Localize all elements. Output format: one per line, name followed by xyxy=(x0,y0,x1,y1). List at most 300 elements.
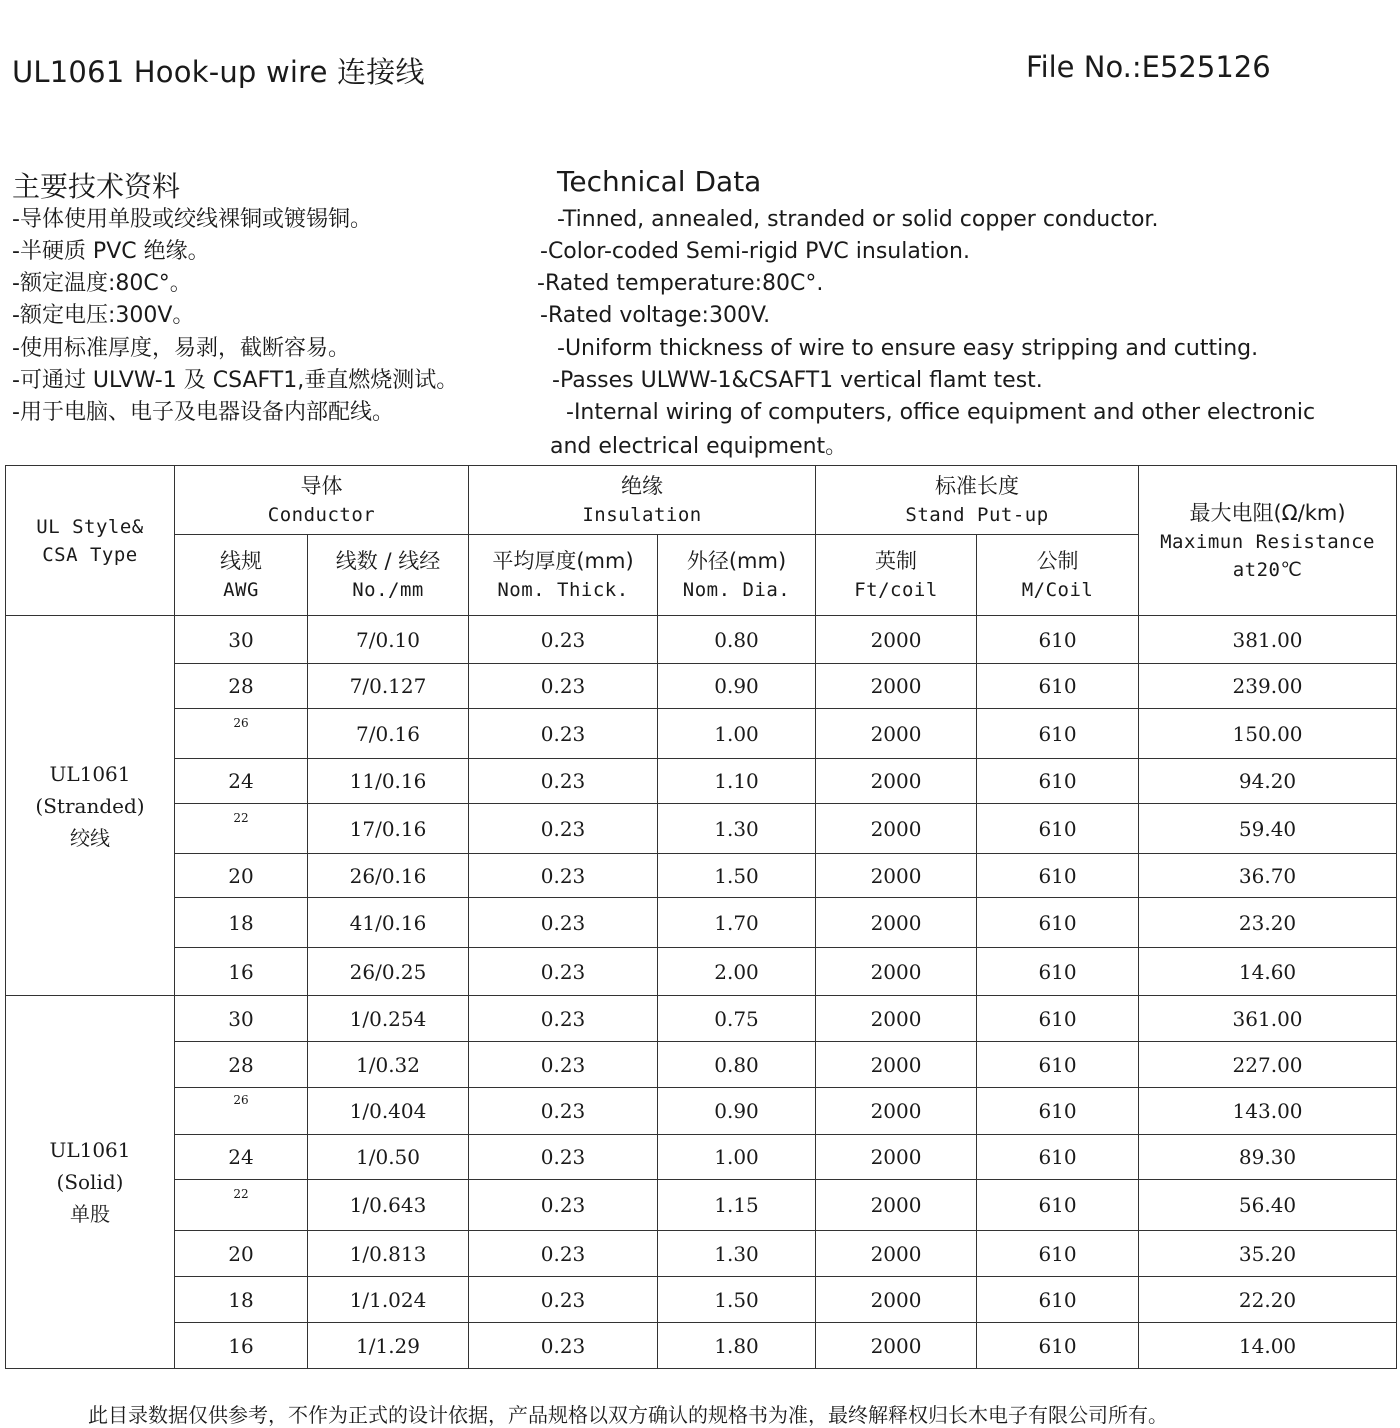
diameter-cell-value: 2.00 xyxy=(714,959,759,984)
m-coil-cell-value: 610 xyxy=(1038,910,1077,935)
awg-cell xyxy=(175,1231,308,1277)
diameter-cell-value: 1.10 xyxy=(714,769,759,793)
ft-coil-cell-value: 2000 xyxy=(870,1333,922,1358)
resistance-cell xyxy=(1139,1180,1397,1231)
awg-cell xyxy=(175,804,308,854)
strand-cell xyxy=(308,664,469,709)
strand-cell-value: 41/0.16 xyxy=(349,910,427,935)
diameter-cell-value: 1.30 xyxy=(714,1241,759,1266)
awg-cell-value: 18 xyxy=(228,910,254,935)
m-coil-cell-value: 610 xyxy=(1038,721,1077,746)
table-row xyxy=(6,1088,1397,1135)
style-type-header xyxy=(6,466,175,616)
awg-cell xyxy=(175,1323,308,1369)
awg-cell-value: 16 xyxy=(228,1333,254,1358)
table-row xyxy=(6,996,1397,1042)
awg-cell xyxy=(175,1135,308,1180)
style-header-line2: CSA Type xyxy=(42,543,138,566)
thickness-cell-value: 0.23 xyxy=(540,910,586,935)
resistance-cell-value: 227.00 xyxy=(1232,1052,1303,1077)
resistance-cell-value: 36.70 xyxy=(1238,863,1297,888)
strand-cell xyxy=(308,948,469,996)
conductor-header-cn: 导体 xyxy=(300,474,343,498)
thickness-cell xyxy=(469,948,658,996)
tech-en-line: -Internal wiring of computers, office equipment and other electronic xyxy=(566,400,1316,425)
m-coil-cell-value: 610 xyxy=(1038,769,1077,793)
resistance-cell xyxy=(1139,1042,1397,1088)
thickness-cell xyxy=(469,1277,658,1323)
awg-cell-value: 28 xyxy=(228,674,254,698)
awg-cell-value: 30 xyxy=(228,1006,254,1031)
diameter-cell xyxy=(658,1231,816,1277)
page-title: UL1061 Hook-up wire 连接线 xyxy=(12,55,425,89)
diameter-cell xyxy=(658,1180,816,1231)
m-coil-cell xyxy=(977,1323,1139,1369)
awg-header-cn: 线规 xyxy=(220,549,262,573)
awg-cell-value: 28 xyxy=(228,1052,254,1077)
thickness-cell xyxy=(469,1231,658,1277)
standard-length-header-en: Stand Put-up xyxy=(905,504,1049,526)
m-coil-cell xyxy=(977,1180,1139,1231)
ft-coil-cell xyxy=(816,1135,977,1180)
diameter-cell xyxy=(658,1323,816,1369)
ft-coil-cell xyxy=(816,948,977,996)
strand-cell-value: 1/1.29 xyxy=(356,1333,420,1358)
resistance-cell-value: 56.40 xyxy=(1238,1193,1297,1217)
awg-cell-value: 26 xyxy=(233,715,249,730)
max-resistance-header-temp: at20℃ xyxy=(1232,558,1303,581)
strand-cell xyxy=(308,1042,469,1088)
strand-cell xyxy=(308,1231,469,1277)
resistance-cell-value: 35.20 xyxy=(1238,1241,1297,1266)
insulation-header-cn: 绝缘 xyxy=(621,474,664,498)
resistance-cell xyxy=(1139,996,1397,1042)
thickness-cell-value: 0.23 xyxy=(540,1099,586,1123)
spec-table-body xyxy=(6,616,1397,1369)
ft-coil-cell xyxy=(816,759,977,804)
ft-coil-cell-value: 2000 xyxy=(870,1099,922,1123)
standard-length-header xyxy=(816,466,1139,535)
ft-coil-header-cn: 英制 xyxy=(875,549,918,573)
resistance-cell xyxy=(1139,948,1397,996)
tech-en-line: -Rated temperature:80C°. xyxy=(537,271,824,296)
table-row xyxy=(6,759,1397,804)
ft-coil-cell-value: 2000 xyxy=(870,674,922,698)
tech-en-line: -Tinned, annealed, stranded or solid copper conductor. xyxy=(557,207,1159,232)
strand-cell-value: 1/0.32 xyxy=(356,1052,420,1077)
resistance-cell xyxy=(1139,804,1397,854)
style-header-line1: UL Style& xyxy=(36,515,144,538)
awg-cell-value: 24 xyxy=(228,769,254,793)
m-coil-cell xyxy=(977,664,1139,709)
resistance-cell xyxy=(1139,1323,1397,1369)
awg-cell-value: 24 xyxy=(228,1145,254,1169)
table-row xyxy=(6,1180,1397,1231)
diameter-cell-value: 1.50 xyxy=(714,863,759,888)
thickness-cell-value: 0.23 xyxy=(540,1241,586,1266)
awg-cell xyxy=(175,664,308,709)
diameter-cell xyxy=(658,616,816,664)
thickness-cell-value: 0.23 xyxy=(540,1333,586,1358)
table-row xyxy=(6,616,1397,664)
tech-cn-line: -用于电脑、电子及电器设备内部配线。 xyxy=(12,400,394,425)
awg-cell xyxy=(175,1180,308,1231)
diameter-cell xyxy=(658,948,816,996)
ft-coil-cell xyxy=(816,996,977,1042)
table-row xyxy=(6,1323,1397,1369)
strand-cell-value: 1/0.404 xyxy=(349,1099,427,1123)
awg-cell-value: 26 xyxy=(233,1093,249,1107)
strand-cell-value: 26/0.25 xyxy=(349,959,427,984)
diameter-cell xyxy=(658,898,816,948)
strand-cell-value: 11/0.16 xyxy=(349,769,427,793)
diameter-cell-value: 0.80 xyxy=(714,627,759,652)
tech-heading-cn: 主要技术资料 xyxy=(12,170,181,203)
file-number: File No.:E525126 xyxy=(1026,50,1271,84)
m-coil-cell xyxy=(977,948,1139,996)
ft-coil-cell-value: 2000 xyxy=(870,769,922,793)
ft-coil-cell-value: 2000 xyxy=(870,1193,922,1217)
resistance-cell xyxy=(1139,709,1397,759)
diameter-cell-value: 0.80 xyxy=(714,1052,759,1077)
tech-en-line: -Rated voltage:300V. xyxy=(540,303,771,328)
ft-coil-cell xyxy=(816,804,977,854)
group-label-line: UL1061 xyxy=(49,1138,131,1162)
diameter-cell-value: 1.00 xyxy=(714,1145,759,1169)
m-coil-cell xyxy=(977,1088,1139,1135)
thickness-cell-value: 0.23 xyxy=(540,816,586,841)
thickness-cell xyxy=(469,709,658,759)
thickness-header xyxy=(469,535,658,616)
strand-cell xyxy=(308,1135,469,1180)
strand-cell-value: 7/0.127 xyxy=(349,674,427,698)
thickness-cell xyxy=(469,804,658,854)
m-coil-cell-value: 610 xyxy=(1038,1099,1077,1123)
m-coil-cell-value: 610 xyxy=(1038,1333,1077,1358)
thickness-cell xyxy=(469,996,658,1042)
m-coil-cell-value: 610 xyxy=(1038,674,1077,698)
diameter-cell-value: 1.30 xyxy=(714,816,759,841)
strand-cell xyxy=(308,709,469,759)
awg-cell xyxy=(175,759,308,804)
awg-cell xyxy=(175,616,308,664)
group-label-line: 单股 xyxy=(70,1202,110,1226)
ft-coil-header xyxy=(816,535,977,616)
ft-coil-cell-value: 2000 xyxy=(870,1145,922,1169)
diameter-cell xyxy=(658,1088,816,1135)
m-coil-cell xyxy=(977,898,1139,948)
awg-cell xyxy=(175,1088,308,1135)
strand-cell xyxy=(308,854,469,898)
diameter-cell xyxy=(658,709,816,759)
diameter-cell xyxy=(658,1042,816,1088)
m-coil-cell xyxy=(977,616,1139,664)
diameter-cell-value: 1.15 xyxy=(714,1193,759,1217)
tech-en-line: -Passes ULWW-1&CSAFT1 vertical flamt test. xyxy=(552,368,1043,393)
resistance-cell-value: 150.00 xyxy=(1232,721,1303,746)
awg-header xyxy=(175,535,308,616)
m-coil-cell-value: 610 xyxy=(1038,1052,1077,1077)
tech-en-line: and electrical equipment。 xyxy=(550,434,848,459)
strand-cell xyxy=(308,1277,469,1323)
ft-coil-cell-value: 2000 xyxy=(870,1052,922,1077)
ft-coil-cell-value: 2000 xyxy=(870,1241,922,1266)
insulation-header-en: Insulation xyxy=(582,504,702,526)
awg-cell-value: 30 xyxy=(228,627,254,652)
ft-coil-cell-value: 2000 xyxy=(870,1006,922,1031)
ft-coil-cell-value: 2000 xyxy=(870,627,922,652)
resistance-cell xyxy=(1139,854,1397,898)
tech-cn-line: -可通过 ULVW-1 及 CSAFT1,垂直燃烧测试。 xyxy=(12,368,459,393)
resistance-cell xyxy=(1139,616,1397,664)
table-row xyxy=(6,664,1397,709)
m-coil-cell xyxy=(977,854,1139,898)
thickness-cell-value: 0.23 xyxy=(540,1287,586,1312)
ft-coil-cell xyxy=(816,616,977,664)
spec-table xyxy=(5,465,1397,1369)
thickness-cell-value: 0.23 xyxy=(540,1052,586,1077)
conductor-header xyxy=(175,466,469,535)
resistance-cell-value: 22.20 xyxy=(1238,1287,1297,1312)
resistance-cell-value: 14.60 xyxy=(1238,959,1297,984)
diameter-cell-value: 1.80 xyxy=(714,1333,759,1358)
m-coil-cell-value: 610 xyxy=(1038,1241,1077,1266)
tech-cn-line: -额定温度:80C°。 xyxy=(12,271,192,296)
group-label xyxy=(6,996,175,1369)
tech-heading-en: Technical Data xyxy=(557,165,762,198)
strand-cell-value: 7/0.10 xyxy=(356,627,420,652)
awg-cell-value: 22 xyxy=(233,1187,249,1201)
m-coil-cell xyxy=(977,1042,1139,1088)
ft-coil-cell xyxy=(816,709,977,759)
footer-disclaimer: 此目录数据仅供参考，不作为正式的设计依据，产品规格以双方确认的规格书为准，最终解释权归长木电子有限公司所有。 xyxy=(88,1403,1168,1427)
resistance-cell-value: 143.00 xyxy=(1232,1099,1303,1123)
ft-coil-cell xyxy=(816,1231,977,1277)
thickness-cell xyxy=(469,1323,658,1369)
diameter-header-en: Nom. Dia. xyxy=(682,579,791,601)
strand-cell xyxy=(308,804,469,854)
m-coil-cell xyxy=(977,1231,1139,1277)
diameter-cell-value: 1.00 xyxy=(714,721,759,746)
thickness-header-cn: 平均厚度(mm) xyxy=(492,549,634,573)
table-row xyxy=(6,854,1397,898)
m-coil-cell-value: 610 xyxy=(1038,1287,1077,1312)
diameter-cell xyxy=(658,759,816,804)
thickness-cell xyxy=(469,1088,658,1135)
ft-coil-cell xyxy=(816,1277,977,1323)
strand-cell-value: 7/0.16 xyxy=(356,721,420,746)
resistance-cell xyxy=(1139,664,1397,709)
diameter-cell xyxy=(658,996,816,1042)
ft-coil-cell xyxy=(816,1042,977,1088)
awg-cell xyxy=(175,854,308,898)
diameter-cell-value: 1.70 xyxy=(714,910,759,935)
thickness-cell xyxy=(469,1135,658,1180)
thickness-cell xyxy=(469,1180,658,1231)
ft-coil-cell-value: 2000 xyxy=(870,910,922,935)
diameter-cell xyxy=(658,804,816,854)
tech-cn-line: -使用标准厚度，易剥，截断容易。 xyxy=(12,336,350,361)
ft-coil-cell xyxy=(816,1088,977,1135)
strand-cell-value: 1/0.643 xyxy=(349,1193,427,1217)
resistance-cell-value: 59.40 xyxy=(1238,816,1297,841)
m-coil-cell-value: 610 xyxy=(1038,816,1077,841)
diameter-cell xyxy=(658,854,816,898)
awg-cell xyxy=(175,948,308,996)
diameter-cell xyxy=(658,1277,816,1323)
m-coil-cell xyxy=(977,804,1139,854)
resistance-cell-value: 239.00 xyxy=(1232,674,1303,698)
thickness-cell xyxy=(469,616,658,664)
resistance-cell xyxy=(1139,898,1397,948)
ft-coil-cell-value: 2000 xyxy=(870,816,922,841)
thickness-cell xyxy=(469,898,658,948)
max-resistance-header-en: Maximun Resistance xyxy=(1160,530,1375,553)
group-label-line: 绞线 xyxy=(70,825,110,850)
m-coil-cell xyxy=(977,759,1139,804)
m-coil-cell-value: 610 xyxy=(1038,627,1077,652)
group-label-line: (Stranded) xyxy=(35,793,145,818)
strand-cell-value: 1/0.254 xyxy=(349,1006,427,1031)
awg-cell-value: 20 xyxy=(228,863,254,888)
diameter-cell-value: 0.90 xyxy=(714,1099,759,1123)
strand-cell-value: 26/0.16 xyxy=(349,863,427,888)
table-row xyxy=(6,898,1397,948)
resistance-cell-value: 23.20 xyxy=(1238,910,1297,935)
tech-cn-line: -半硬质 PVC 绝缘。 xyxy=(12,239,210,264)
resistance-cell xyxy=(1139,1135,1397,1180)
thickness-cell-value: 0.23 xyxy=(540,959,586,984)
tech-cn-line: -额定电压:300V。 xyxy=(12,303,195,328)
conductor-header-en: Conductor xyxy=(267,504,376,526)
strand-cell xyxy=(308,898,469,948)
strand-cell-value: 1/0.50 xyxy=(356,1145,420,1169)
strand-header-en: No./mm xyxy=(352,579,424,601)
awg-cell xyxy=(175,898,308,948)
strand-cell xyxy=(308,616,469,664)
m-coil-cell xyxy=(977,1277,1139,1323)
diameter-cell-value: 1.50 xyxy=(714,1287,759,1312)
ft-coil-cell-value: 2000 xyxy=(870,863,922,888)
thickness-cell-value: 0.23 xyxy=(540,863,586,888)
resistance-cell-value: 94.20 xyxy=(1238,769,1297,793)
table-row xyxy=(6,709,1397,759)
strand-cell-value: 17/0.16 xyxy=(349,816,427,841)
thickness-cell-value: 0.23 xyxy=(540,1006,586,1031)
resistance-cell xyxy=(1139,1231,1397,1277)
diameter-cell-value: 0.90 xyxy=(714,674,759,698)
m-coil-cell xyxy=(977,1135,1139,1180)
strand-header xyxy=(308,535,469,616)
strand-header-cn: 线数 / 线经 xyxy=(335,549,441,573)
thickness-header-en: Nom. Thick. xyxy=(497,579,629,601)
thickness-cell xyxy=(469,1042,658,1088)
diameter-cell xyxy=(658,1135,816,1180)
awg-cell-value: 16 xyxy=(228,959,254,984)
ft-coil-cell xyxy=(816,898,977,948)
ft-coil-header-en: Ft/coil xyxy=(854,579,938,601)
m-coil-cell-value: 610 xyxy=(1038,1145,1077,1169)
ft-coil-cell xyxy=(816,1180,977,1231)
thickness-cell-value: 0.23 xyxy=(540,1145,586,1169)
standard-length-header-cn: 标准长度 xyxy=(935,474,1020,498)
thickness-cell-value: 0.23 xyxy=(540,769,586,793)
awg-cell-value: 20 xyxy=(228,1241,254,1266)
tech-en-line: -Color-coded Semi-rigid PVC insulation. xyxy=(540,239,970,264)
resistance-cell-value: 89.30 xyxy=(1238,1145,1297,1169)
table-row xyxy=(6,1231,1397,1277)
group-label-line: UL1061 xyxy=(49,761,131,786)
strand-cell xyxy=(308,759,469,804)
awg-cell xyxy=(175,996,308,1042)
ft-coil-cell xyxy=(816,664,977,709)
thickness-cell-value: 0.23 xyxy=(540,627,586,652)
awg-cell xyxy=(175,1277,308,1323)
m-coil-header-en: M/Coil xyxy=(1021,579,1094,601)
strand-cell-value: 1/0.813 xyxy=(349,1241,427,1266)
thickness-cell xyxy=(469,854,658,898)
awg-cell xyxy=(175,709,308,759)
diameter-cell-value: 0.75 xyxy=(714,1006,759,1031)
ft-coil-cell xyxy=(816,1323,977,1369)
tech-en-line: -Uniform thickness of wire to ensure easy stripping and cutting. xyxy=(557,336,1259,361)
diameter-header xyxy=(658,535,816,616)
ft-coil-cell xyxy=(816,854,977,898)
awg-cell-value: 18 xyxy=(228,1287,254,1312)
group-label xyxy=(6,616,175,996)
group-label-line: (Solid) xyxy=(56,1170,124,1194)
ft-coil-cell-value: 2000 xyxy=(870,721,922,746)
strand-cell xyxy=(308,1323,469,1369)
strand-cell xyxy=(308,996,469,1042)
m-coil-cell-value: 610 xyxy=(1038,959,1077,984)
m-coil-cell-value: 610 xyxy=(1038,863,1077,888)
ft-coil-cell-value: 2000 xyxy=(870,1287,922,1312)
tech-cn-line: -导体使用单股或绞线裸铜或镀锡铜。 xyxy=(12,207,372,232)
table-row xyxy=(6,1135,1397,1180)
max-resistance-header xyxy=(1139,466,1397,616)
strand-cell-value: 1/1.024 xyxy=(349,1287,427,1312)
table-row xyxy=(6,1277,1397,1323)
awg-cell-value: 22 xyxy=(233,810,249,825)
thickness-cell-value: 0.23 xyxy=(540,1193,586,1217)
m-coil-header xyxy=(977,535,1139,616)
thickness-cell xyxy=(469,759,658,804)
m-coil-cell-value: 610 xyxy=(1038,1006,1077,1031)
awg-header-en: AWG xyxy=(223,579,259,601)
resistance-cell-value: 381.00 xyxy=(1232,627,1303,652)
m-coil-header-cn: 公制 xyxy=(1036,549,1079,573)
resistance-cell xyxy=(1139,759,1397,804)
awg-cell xyxy=(175,1042,308,1088)
thickness-cell-value: 0.23 xyxy=(540,674,586,698)
table-row xyxy=(6,804,1397,854)
resistance-cell-value: 14.00 xyxy=(1238,1333,1297,1358)
m-coil-cell-value: 610 xyxy=(1038,1193,1077,1217)
resistance-cell xyxy=(1139,1277,1397,1323)
strand-cell xyxy=(308,1088,469,1135)
resistance-cell-value: 361.00 xyxy=(1232,1006,1303,1031)
ft-coil-cell-value: 2000 xyxy=(870,959,922,984)
diameter-header-cn: 外径(mm) xyxy=(686,549,787,573)
table-row xyxy=(6,1042,1397,1088)
thickness-cell-value: 0.23 xyxy=(540,721,586,746)
resistance-cell xyxy=(1139,1088,1397,1135)
m-coil-cell xyxy=(977,996,1139,1042)
diameter-cell xyxy=(658,664,816,709)
max-resistance-header-cn: 最大电阻(Ω/km) xyxy=(1189,500,1346,525)
strand-cell xyxy=(308,1180,469,1231)
